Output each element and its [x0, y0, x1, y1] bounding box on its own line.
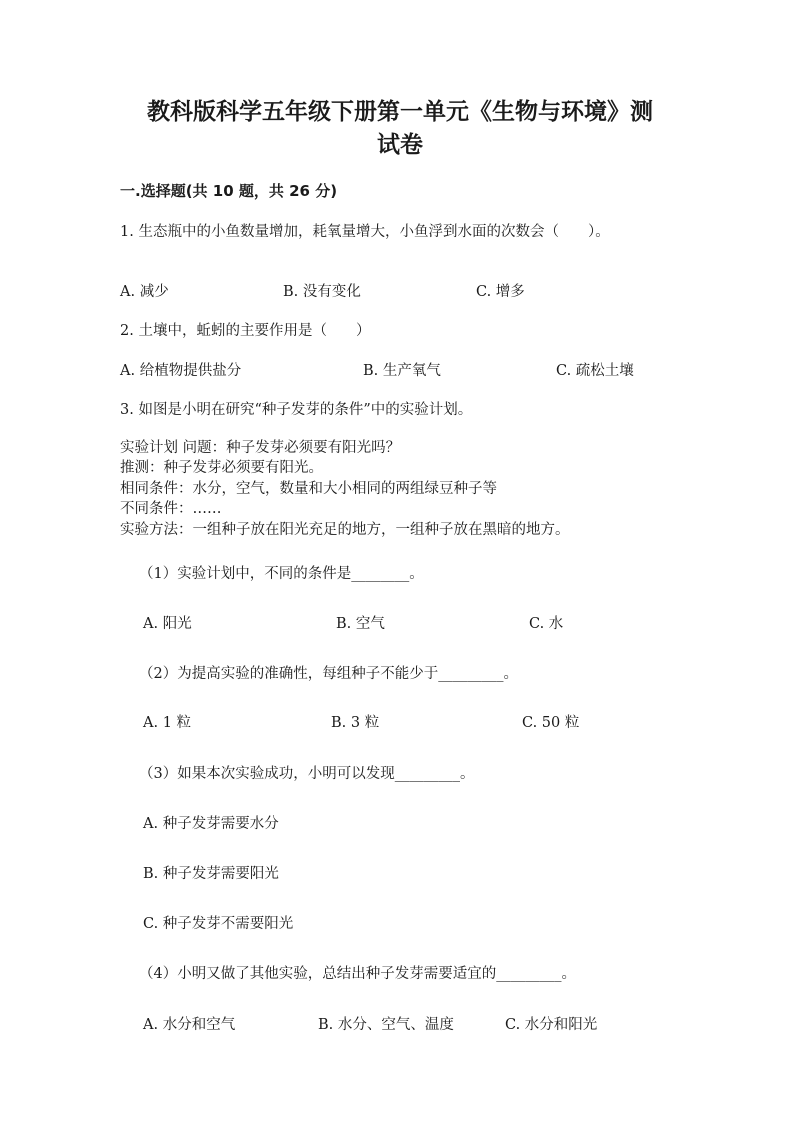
sub4-option-a: A. 水分和空气 [143, 1017, 236, 1033]
sub3-option-c: C. 种子发芽不需要阳光 [143, 916, 294, 932]
title-line-2: 试卷 [377, 132, 423, 158]
q2-option-b: B. 生产氧气 [363, 363, 441, 379]
sub1-option-a: A. 阳光 [143, 616, 192, 632]
section-heading: 一.选择题(共 10 题，共 26 分) [120, 182, 338, 200]
question-3-stem: 3. 如图是小明在研究“种子发芽的条件”中的实验计划。 [120, 402, 473, 418]
q1-option-a: A. 减少 [120, 284, 169, 300]
question-1-stem: 1. 生态瓶中的小鱼数量增加，耗氧量增大，小鱼浮到水面的次数会（ ）。 [120, 224, 610, 240]
sub4-option-b: B. 水分、空气、温度 [318, 1017, 454, 1033]
q1-option-c: C. 增多 [476, 284, 525, 300]
plan-line: 推测：种子发芽必须要有阳光。 [120, 460, 323, 476]
plan-line: 相同条件：水分，空气，数量和大小相同的两组绿豆种子等 [120, 481, 497, 497]
sub4-option-c: C. 水分和阳光 [505, 1017, 598, 1033]
question-2-stem: 2. 土壤中，蚯蚓的主要作用是（ ） [120, 323, 371, 339]
sub-question-1-stem: （1）实验计划中，不同的条件是________。 [139, 566, 424, 582]
sub-question-2-stem: （2）为提高实验的准确性，每组种子不能少于_________。 [139, 666, 518, 682]
sub3-option-a: A. 种子发芽需要水分 [143, 816, 279, 832]
sub3-option-b: B. 种子发芽需要阳光 [143, 866, 279, 882]
sub1-option-b: B. 空气 [336, 616, 385, 632]
sub2-option-a: A. 1 粒 [143, 715, 192, 731]
plan-line: 实验计划 问题：种子发芽必须要有阳光吗？ [120, 440, 401, 456]
q2-option-c: C. 疏松土壤 [556, 363, 634, 379]
q2-option-a: A. 给植物提供盐分 [120, 363, 242, 379]
plan-line: 实验方法：一组种子放在阳光充足的地方，一组种子放在黑暗的地方。 [120, 522, 570, 538]
plan-line: 不同条件：…… [120, 501, 222, 517]
sub2-option-c: C. 50 粒 [522, 715, 580, 731]
sub2-option-b: B. 3 粒 [331, 715, 380, 731]
sub1-option-c: C. 水 [529, 616, 564, 632]
sub-question-4-stem: （4）小明又做了其他实验，总结出种子发芽需要适宜的_________。 [139, 966, 576, 982]
page-title [120, 96, 680, 162]
sub-question-3-stem: （3）如果本次实验成功，小明可以发现_________。 [139, 766, 475, 782]
title-line-1: 教科版科学五年级下册第一单元《生物与环境》测 [147, 99, 653, 125]
q1-option-b: B. 没有变化 [283, 284, 361, 300]
